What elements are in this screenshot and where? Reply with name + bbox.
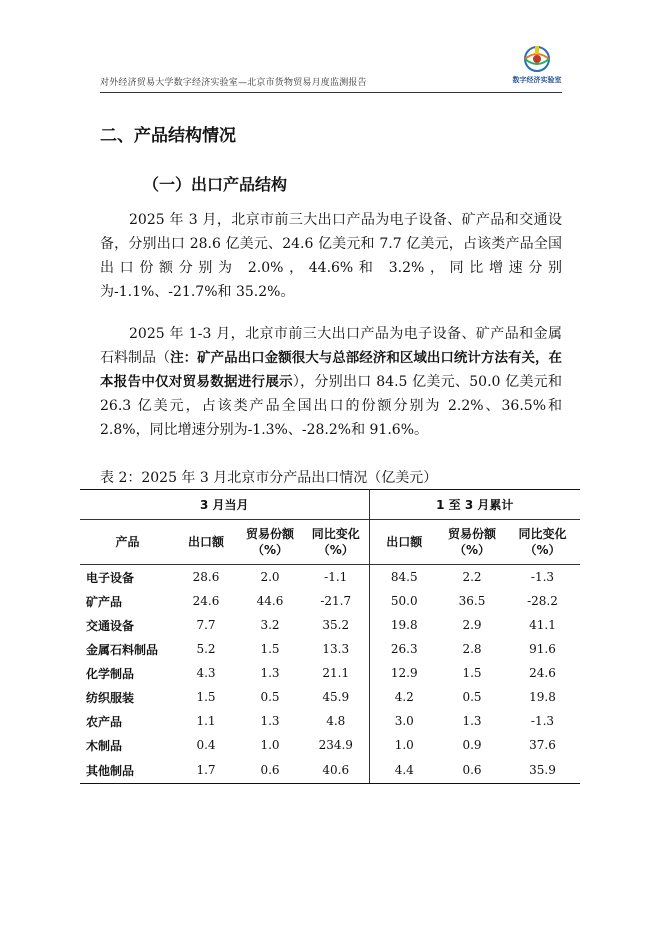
product-name-cell: 纺织服装	[86, 690, 135, 705]
col-header-export: 出口额	[175, 520, 237, 565]
paragraph-q1-note: 注：矿产品出口金额很大与总部经济和区域出口统计方法有关，在本报告中仅对贸易数据进行展示	[100, 350, 563, 390]
product-name-cell: 金属石料制品	[86, 642, 159, 657]
paragraph-q1-text-b: ），分别出口 84.5 亿美元、50.0 亿美元和 26.3 亿美元，占该类产品全国出口的份额分别为 2.2%、36.5%和 2.8%，同比增速分别为-1.3%、-28.2%和 91.6%。	[100, 374, 562, 438]
product-name-cell: 化学制品	[86, 666, 135, 681]
value-cell: 1.5	[462, 666, 482, 680]
value-cell: 45.9	[303, 685, 369, 709]
table-caption: 表 2：2025 年 3 月北京市分产品出口情况（亿美元）	[100, 470, 438, 486]
value-cell: 35.2	[303, 613, 369, 637]
value-cell: 21.1	[303, 661, 369, 685]
value-cell: 2.2	[462, 570, 482, 584]
table-column-header-row	[80, 520, 580, 565]
value-cell: 0.6	[439, 757, 505, 784]
product-name-cell: 交通设备	[86, 618, 135, 633]
value-cell: 4.3	[196, 666, 216, 680]
value-cell: 12.9	[390, 666, 418, 680]
paragraph-march: 2025 年 3 月，北京市前三大出口产品为电子设备、矿产品和交通设备，分别出口 28.6 亿美元、24.6 亿美元和 7.7 亿美元，占该类产品全国出口份额分别为 2.0%，44.6%和 3.2%，同比增速分别为-1.1%、-21.7%和 35.2%。	[100, 212, 562, 300]
value-cell: 28.6	[192, 570, 220, 584]
value-cell: 7.7	[196, 618, 216, 632]
report-header-title: 对外经济贸易大学数字经济实验室—北京市货物贸易月度监测报告	[100, 78, 367, 88]
product-name-cell: 其他制品	[80, 757, 175, 784]
value-cell: -1.1	[303, 565, 369, 590]
value-cell: 2.9	[462, 618, 482, 632]
value-cell: 1.3	[462, 714, 482, 728]
col-header-change-ytd: 同比变化 （%）	[505, 520, 580, 565]
col-header-export-ytd: 出口额	[369, 520, 439, 565]
value-cell: 41.1	[529, 618, 556, 632]
value-cell: 50.0	[390, 594, 418, 608]
value-cell: 0.5	[260, 690, 280, 704]
value-cell: 1.0	[394, 738, 414, 752]
table-row	[80, 613, 580, 637]
col-header-share-ytd: 贸易份额 （%）	[439, 520, 505, 565]
value-cell: 0.9	[462, 738, 482, 752]
value-cell: -21.7	[303, 589, 369, 613]
product-name-cell: 木制品	[86, 738, 123, 753]
value-cell: 0.4	[196, 738, 216, 752]
product-name-cell: 农产品	[86, 714, 123, 729]
product-name-cell: 电子设备	[86, 570, 135, 585]
value-cell: -1.3	[530, 570, 555, 584]
value-cell: 37.6	[529, 738, 556, 752]
table-row	[80, 709, 580, 733]
value-cell: 1.5	[196, 690, 216, 704]
value-cell: 0.5	[462, 690, 482, 704]
value-cell: 1.1	[196, 714, 216, 728]
value-cell: 36.5	[458, 594, 486, 608]
value-cell: 5.2	[196, 642, 216, 656]
value-cell: 1.7	[175, 757, 237, 784]
lab-logo	[512, 44, 562, 88]
value-cell: 24.6	[529, 666, 556, 680]
value-cell: 0.6	[237, 757, 303, 784]
subsection-heading: （一）出口产品结构	[143, 175, 288, 194]
value-cell: 19.8	[529, 690, 556, 704]
table-row	[80, 589, 580, 613]
col-header-change: 同比变化 （%）	[303, 520, 369, 565]
value-cell: 3.0	[394, 714, 414, 728]
value-cell: 13.3	[303, 637, 369, 661]
value-cell: 2.0	[260, 570, 280, 584]
product-name-cell: 矿产品	[86, 594, 123, 609]
value-cell: -1.3	[530, 714, 555, 728]
value-cell: 234.9	[303, 733, 369, 757]
table-row	[80, 661, 580, 685]
group-header-march: 3 月当月	[80, 490, 369, 520]
table-row	[80, 565, 580, 590]
value-cell: -28.2	[527, 594, 558, 608]
table-row	[80, 637, 580, 661]
value-cell: 24.6	[192, 594, 220, 608]
header-divider	[100, 92, 562, 93]
value-cell: 4.8	[303, 709, 369, 733]
value-cell: 19.8	[390, 618, 418, 632]
value-cell: 40.6	[303, 757, 369, 784]
value-cell: 91.6	[529, 642, 556, 656]
value-cell: 84.5	[390, 570, 418, 584]
globe-logo-icon	[522, 44, 552, 74]
export-by-product-table	[80, 489, 580, 784]
paragraph-q1	[100, 322, 562, 442]
paragraph-q1-text-a: 2025 年 1-3 月，北京市前三大出口产品为电子设备、矿产品和金属石料制品（	[100, 326, 562, 366]
value-cell: 44.6	[256, 594, 284, 608]
table-row	[80, 757, 580, 784]
col-header-share: 贸易份额 （%）	[237, 520, 303, 565]
value-cell: 3.2	[260, 618, 280, 632]
table-row	[80, 685, 580, 709]
value-cell: 4.2	[394, 690, 414, 704]
value-cell: 2.8	[462, 642, 482, 656]
section-heading: 二、产品结构情况	[100, 126, 236, 146]
table-group-header-row	[80, 490, 580, 520]
logo-text: 数字经济实验室	[512, 76, 562, 84]
value-cell: 1.0	[260, 738, 280, 752]
value-cell: 26.3	[390, 642, 418, 656]
value-cell: 4.4	[369, 757, 439, 784]
value-cell: 35.9	[505, 757, 580, 784]
table-row	[80, 733, 580, 757]
group-header-q1: 1 至 3 月累计	[369, 490, 580, 520]
value-cell: 1.3	[260, 714, 280, 728]
value-cell: 1.3	[260, 666, 280, 680]
value-cell: 1.5	[260, 642, 280, 656]
col-header-product: 产品	[80, 520, 175, 565]
